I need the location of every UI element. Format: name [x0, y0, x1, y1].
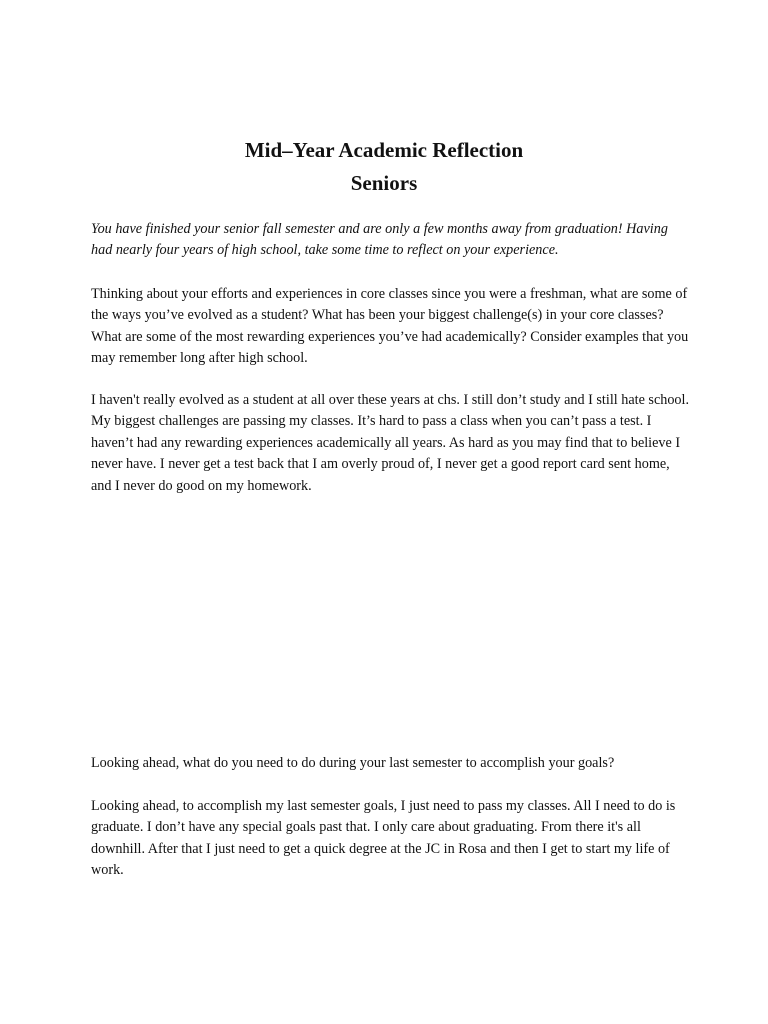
reflection-prompt-1: Thinking about your efforts and experiences in core classes since you were a freshman, what are some of the ways you’ve evolved as a student? What has been your biggest challenge(s) in your core classes? What are some of the most rewarding experiences you’ve had academically? Consider examples that you may remember long after high school.	[91, 286, 689, 367]
reflection-prompt-2: Looking ahead, what do you need to do during your last semester to accomplish your goals?	[91, 755, 615, 771]
document-title: Mid–Year Academic Reflection	[244, 138, 524, 162]
reflection-answer-1: I haven't really evolved as a student at all over these years at chs. I still don’t study and I still hate school. My biggest challenges are passing my classes. It’s hard to pass a class when you can’t pass a test. I haven’t had any rewarding experiences academically all years. As hard as you may find that to believe I never have. I never get a test back that I am overly proud of, I never get a good report card sent home, and I never do good on my homework.	[91, 392, 690, 494]
intro-paragraph: You have finished your senior fall semester and are only a few months away from graduation! Having had nearly four years of high school, take some time to reflect on your experience.	[91, 221, 668, 259]
reflection-answer-2: Looking ahead, to accomplish my last semester goals, I just need to pass my classes. All I need to do is graduate. I don’t have any special goals past that. I only care about graduating. From there it's all downhill. After that I just need to get a quick degree at the JC in Rosa and then I get to start my life of work.	[91, 798, 676, 879]
document-subtitle: Seniors	[350, 171, 418, 195]
